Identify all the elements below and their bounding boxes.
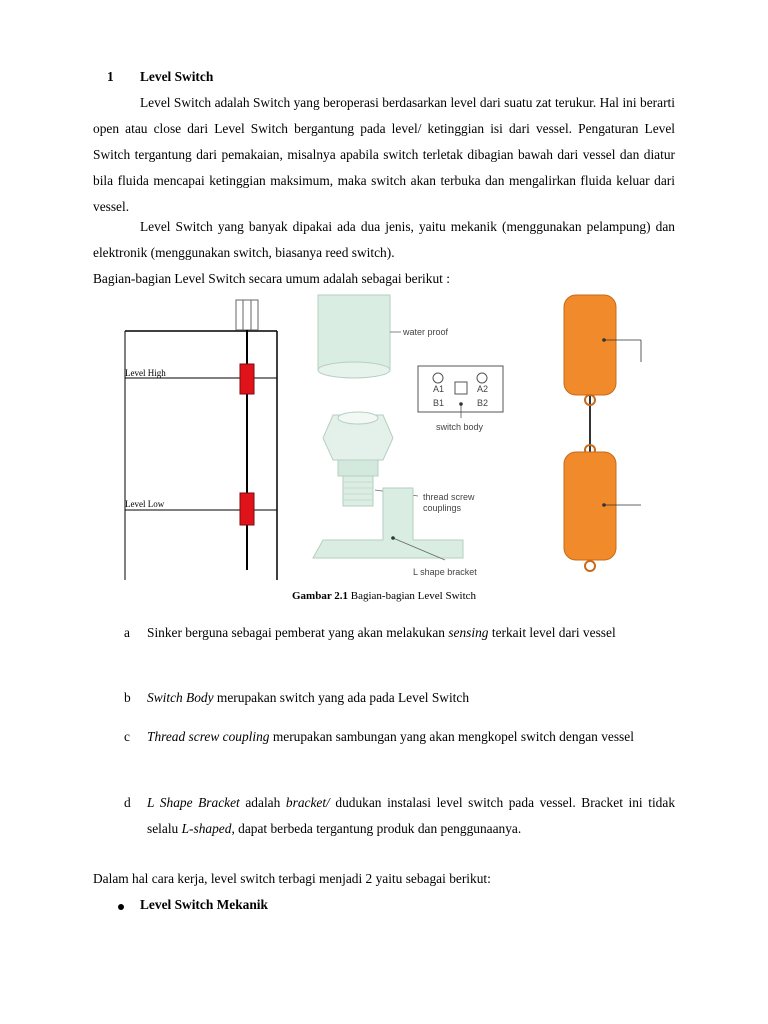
caption-text: Bagian-bagian Level Switch: [348, 590, 477, 602]
vessel-schematic: [125, 300, 277, 580]
level-high-label: Level High: [125, 368, 166, 378]
thread-screw-label-1: thread screw: [423, 492, 475, 502]
switch-parts-photo: [313, 295, 503, 577]
thread-screw-label-2: couplings: [423, 503, 462, 513]
lower-float: [564, 452, 616, 560]
list-item-c: [147, 724, 675, 750]
bullet-icon: [118, 904, 124, 910]
intro-p1-text: Level Switch adalah Switch yang beroperasi berdasarkan level dari suatu zat terukur. Hal ini berarti open atau close dari Level Switch bergantung pada level/ ketinggian isi dari vessel. Pengaturan Level Switch tergantung dari pemakaian, misalnya apabila switch terletak dibagian bawah dari vessel dan diatur bila fluida mencapai ketinggian maksimum, maka switch akan terbuka dan mengalirkan fluida keluar dari vessel.: [93, 95, 675, 214]
list-item-text-run: bracket/: [285, 795, 330, 810]
low-level-sensor: [240, 493, 254, 525]
bullet-heading: Level Switch Mekanik: [140, 897, 268, 912]
closing-text: Dalam hal cara kerja, level switch terbagi menjadi 2 yaitu sebagai berikut:: [93, 871, 491, 886]
list-item-text-run: Sinker berguna sebagai pemberat yang akan melakukan: [147, 625, 449, 640]
list-item-text-run: L Shape Bracket: [147, 795, 240, 810]
terminal-b2: B2: [477, 398, 489, 408]
intro-paragraph-2: [93, 214, 675, 266]
list-item-text-run: terkait level dari vessel: [488, 625, 616, 640]
list-mark-d: d: [124, 795, 131, 810]
section-title: Level Switch: [140, 69, 214, 84]
list-item-text-run: sensing: [448, 625, 489, 640]
l-shape-bracket-label: L shape bracket: [413, 567, 477, 577]
list-item-text-run: merupakan switch yang ada pada Level Switch: [213, 690, 470, 705]
list-mark-c: c: [124, 729, 130, 744]
level-low-label: Level Low: [125, 499, 165, 509]
caption-label: Gambar 2.1: [291, 590, 349, 602]
terminal-a2: A2: [477, 384, 489, 394]
float-sinkers-photo: [564, 295, 641, 571]
switch-body-label: switch body: [436, 422, 484, 432]
list-item-text-run: Switch Body: [147, 690, 214, 705]
list-item-a: [147, 620, 675, 646]
water-proof-label: water proof: [403, 327, 449, 337]
high-level-sensor: [240, 364, 254, 394]
terminal-a1: A1: [433, 384, 445, 394]
intro-paragraph-3: Bagian-bagian Level Switch secara umum adalah sebagai berikut :: [93, 271, 450, 286]
level-switch-figure: [93, 290, 675, 580]
list-item-text-run: L-shaped: [181, 821, 232, 836]
list-mark-b: b: [124, 690, 131, 705]
list-item-text-run: Thread screw coupling: [147, 729, 270, 744]
list-item-d: [147, 790, 675, 842]
upper-float: [564, 295, 616, 395]
section-number: 1: [107, 69, 114, 84]
list-item-text-run: dudukan instalasi level switch pada vessel. Bracket ini tidak selalu: [147, 795, 676, 836]
list-item-text-run: adalah: [239, 795, 286, 810]
intro-paragraph-1: [93, 90, 675, 220]
list-item-text-run: , dapat berbeda tergantung produk dan penggunaanya.: [231, 821, 522, 836]
list-item-b: [147, 685, 675, 711]
figure-caption: [93, 588, 675, 604]
intro-p2-text: Level Switch yang banyak dipakai ada dua jenis, yaitu mekanik (menggunakan pelampung) dan elektronik (menggunakan switch, biasanya reed switch).: [93, 219, 675, 260]
list-mark-a: a: [124, 625, 130, 640]
terminal-b1: B1: [433, 398, 445, 408]
list-item-text-run: merupakan sambungan yang akan mengkopel switch dengan vessel: [269, 729, 634, 744]
